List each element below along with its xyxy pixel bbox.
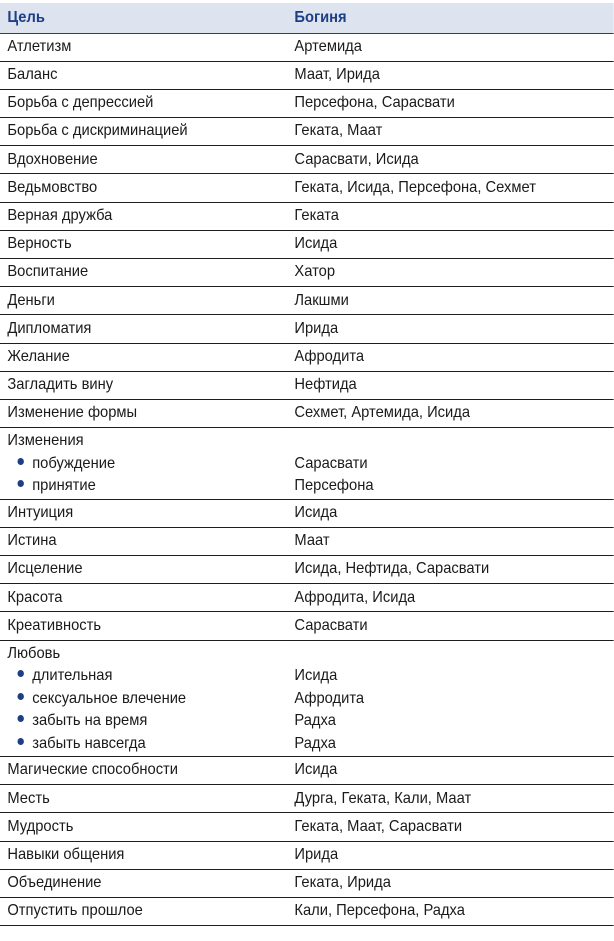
goddess-cell: Геката, Исида, Персефона, Сехмет (287, 174, 614, 202)
table-row (0, 202, 614, 230)
goddess-cell: Персефона, Сарасвати (287, 89, 614, 117)
table-row (0, 757, 614, 785)
goal-cell: Мудрость (0, 813, 287, 841)
sub-goal-label: забыть навсегда (32, 734, 146, 752)
bullet-icon (17, 693, 23, 700)
goal-cell: Дипломатия (0, 315, 287, 343)
header-goal: Цель (0, 3, 287, 33)
goal-cell: Объединение (0, 869, 287, 897)
bullet-icon (17, 715, 23, 722)
goal-cell: Месть (0, 785, 287, 813)
goddess-cell: Хатор (287, 259, 614, 287)
table-row (0, 612, 614, 640)
goal-cell (0, 640, 287, 757)
goddess-cell: Сарасвати, Исида (287, 146, 614, 174)
goddess-cell: Маат (287, 527, 614, 555)
sub-goal (7, 688, 287, 711)
goal-cell: Магические способности (0, 757, 287, 785)
goddess-cell: Исида (287, 499, 614, 527)
table-body (0, 33, 614, 926)
table-row (0, 527, 614, 555)
goddess-cell: Ирида (287, 841, 614, 869)
table-row (0, 118, 614, 146)
table-row (0, 399, 614, 427)
goal-cell: Загладить вину (0, 371, 287, 399)
goal-cell: Ведьмовство (0, 174, 287, 202)
goddess-cell: Маат, Ирида (287, 61, 614, 89)
goddess-cell: Исида, Нефтида, Сарасвати (287, 556, 614, 584)
table-row (0, 785, 614, 813)
goddess-cell: Нефтида (287, 371, 614, 399)
goddess-cell: Дурга, Геката, Кали, Маат (287, 785, 614, 813)
table-row (0, 230, 614, 258)
goddess-cell: Афродита (287, 343, 614, 371)
goddess-cell: Геката, Маат (287, 118, 614, 146)
goddess-cell: Кали, Персефона, Радха (287, 898, 614, 926)
goddess-cell: Сарасвати (287, 612, 614, 640)
sub-goddess-label: Афродита (294, 689, 365, 707)
goddess-cell: Ирида (287, 315, 614, 343)
sub-goal (7, 475, 287, 498)
table-row (0, 499, 614, 527)
table-row (0, 343, 614, 371)
goal-cell: Исцеление (0, 556, 287, 584)
goddess-cell: Афродита, Исида (287, 584, 614, 612)
table-row (0, 841, 614, 869)
header-goddess: Богиня (287, 3, 614, 33)
goddess-cell (287, 640, 614, 757)
table-row (0, 89, 614, 117)
bullet-icon (17, 670, 23, 677)
sub-goal-label: принятие (32, 477, 96, 495)
sub-goal-label: забыть на время (32, 712, 148, 730)
sub-goddess-label: Исида (294, 667, 338, 685)
goal-cell: Воспитание (0, 259, 287, 287)
goddess-cell: Сехмет, Артемида, Исида (287, 399, 614, 427)
table-row (0, 315, 614, 343)
goddess-cell: Геката, Ирида (287, 869, 614, 897)
table-row (0, 813, 614, 841)
table-row (0, 898, 614, 926)
bullet-icon (17, 480, 23, 487)
table-header (0, 3, 614, 33)
goddess-cell: Геката (287, 202, 614, 230)
table-row (0, 259, 614, 287)
goal-cell: Баланс (0, 61, 287, 89)
table-row (0, 556, 614, 584)
table-row (0, 640, 614, 757)
goddess-cell: Лакшми (287, 287, 614, 315)
sub-goal-label: сексуальное влечение (32, 689, 187, 707)
goal-cell: Борьба с дискриминацией (0, 118, 287, 146)
sub-goddess-label: Радха (294, 734, 336, 752)
table-row (0, 371, 614, 399)
table-row (0, 146, 614, 174)
sub-goal (7, 733, 287, 756)
sub-goal (7, 710, 287, 733)
goal-cell: Вдохновение (0, 146, 287, 174)
goal-cell: Интуиция (0, 499, 287, 527)
table-row (0, 174, 614, 202)
table-row (0, 584, 614, 612)
goal-cell: Навыки общения (0, 841, 287, 869)
bullet-icon (17, 738, 23, 745)
table-row (0, 61, 614, 89)
goal-cell: Отпустить прошлое (0, 898, 287, 926)
sub-goal-label: побуждение (32, 454, 116, 472)
goal-cell: Красота (0, 584, 287, 612)
table-row (0, 428, 614, 500)
sub-goddess-label: Сарасвати (294, 454, 368, 472)
goal-cell (0, 428, 287, 500)
sub-goal (7, 665, 287, 688)
table-row (0, 287, 614, 315)
goals-goddesses-table (0, 3, 614, 926)
goal-cell: Изменение формы (0, 399, 287, 427)
goddess-cell: Геката, Маат, Сарасвати (287, 813, 614, 841)
table-row (0, 33, 614, 61)
goal-cell: Креативность (0, 612, 287, 640)
bullet-icon (17, 458, 23, 465)
goal-cell: Атлетизм (0, 33, 287, 61)
sub-goal-label: длительная (32, 667, 113, 685)
goal-cell: Борьба с депрессией (0, 89, 287, 117)
goddess-cell: Исида (287, 757, 614, 785)
goal-cell: Верная дружба (0, 202, 287, 230)
sub-goddess-label: Радха (294, 712, 336, 730)
goal-group-label: Изменения (7, 432, 84, 450)
goal-cell: Желание (0, 343, 287, 371)
goddess-cell: Артемида (287, 33, 614, 61)
goal-cell: Истина (0, 527, 287, 555)
goddess-cell (287, 428, 614, 500)
goal-cell: Верность (0, 230, 287, 258)
goddess-cell: Исида (287, 230, 614, 258)
sub-goddess-label: Персефона (294, 477, 374, 495)
goal-cell: Деньги (0, 287, 287, 315)
goal-group-label: Любовь (7, 644, 61, 662)
table-row (0, 869, 614, 897)
sub-goal (7, 453, 287, 476)
